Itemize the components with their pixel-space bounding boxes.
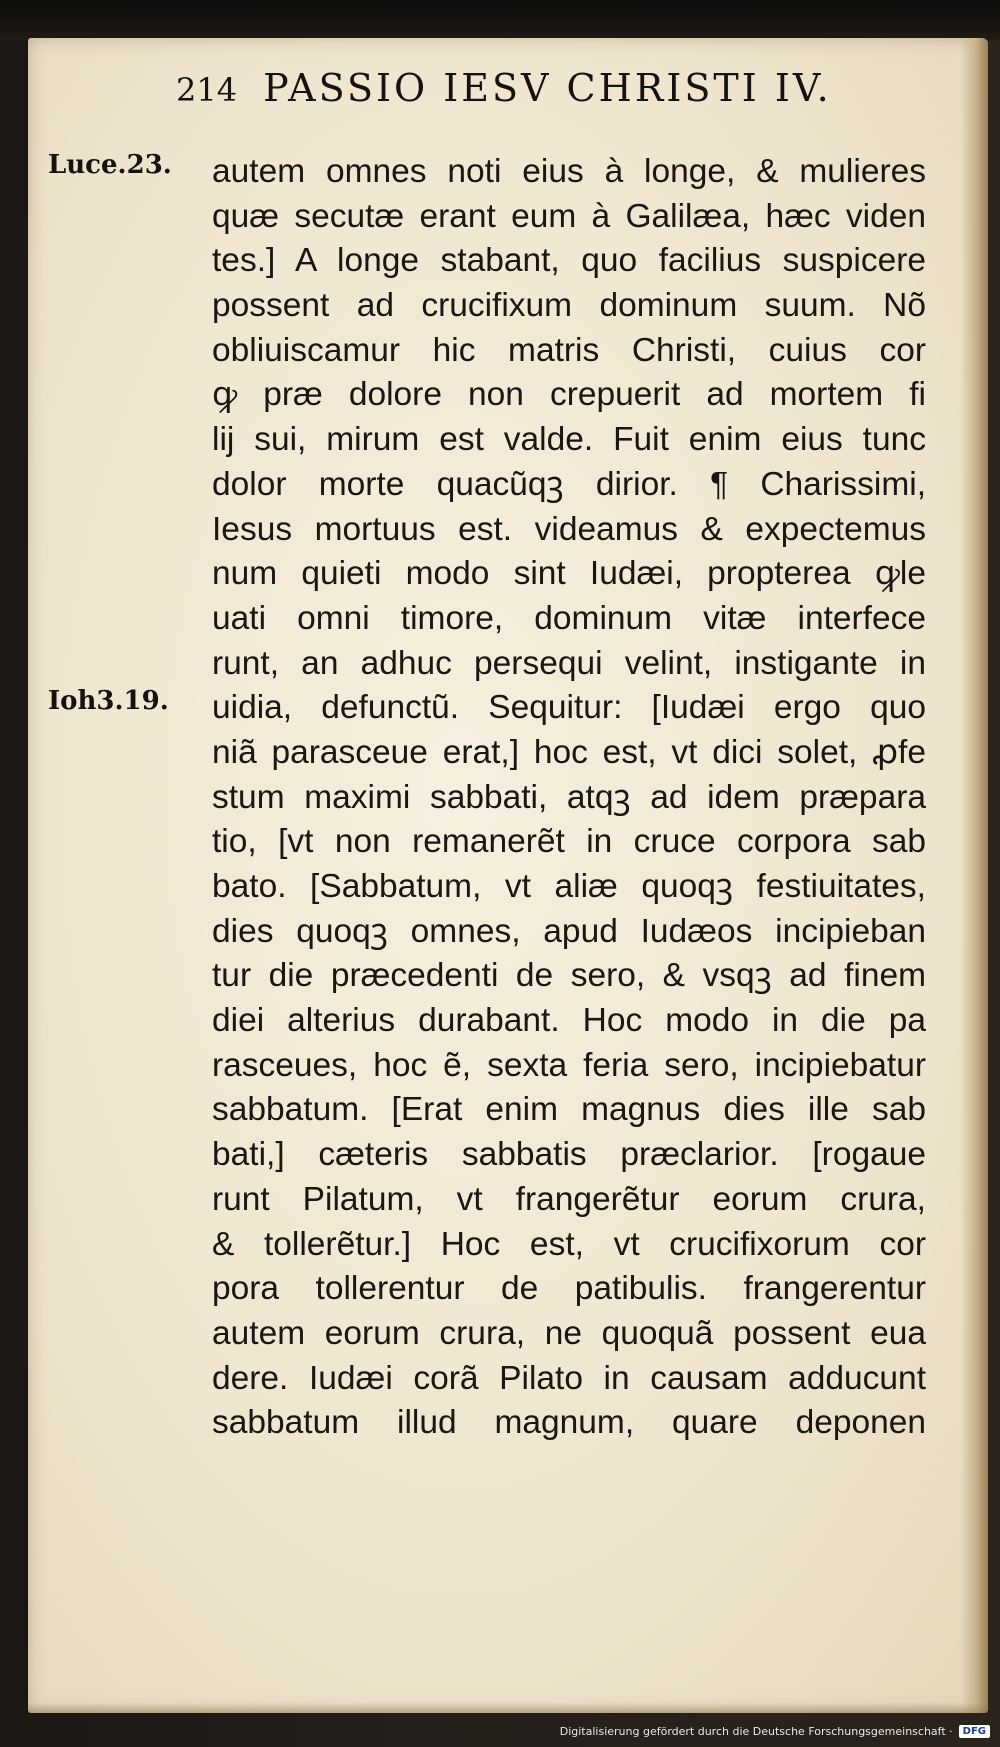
dfg-logo: DFG (959, 1725, 990, 1738)
text-line: autem eorum crura, ne quoquã possent eua (212, 1314, 926, 1352)
text-line: tio, [vt non remanerẽt in cruce corpora sab (212, 823, 926, 861)
page-bottom-edge (28, 1703, 988, 1713)
text-line: runt Pilatum, vt frangerẽtur eorum crura, (212, 1180, 926, 1218)
text-line: sabbatum. [Erat enim magnus dies ille sab (212, 1091, 926, 1129)
text-line: ꝙ præ dolore non crepuerit ad mortem fi (212, 376, 926, 414)
text-line: rasceues, hoc ẽ, sexta feria sero, incipiebatur (212, 1046, 926, 1084)
text-line: uati omni timore, dominum vitæ interfece (212, 599, 926, 637)
text-line: runt, an adhuc persequi velint, instigante in (212, 644, 926, 682)
text-line: tur die præcedenti de sero, & vsqꝫ ad finem (212, 957, 926, 995)
text-line: uidia, defunctũ. Sequitur: [Iudæi ergo quo (212, 689, 926, 727)
margin-note-john: Ioh3.19. (48, 686, 169, 716)
text-line: dere. Iudæi corã Pilato in causam adducunt (212, 1359, 926, 1397)
body-text (212, 150, 926, 1446)
text-line: stum maximi sabbati, atqꝫ ad idem præpara (212, 778, 926, 816)
running-head (176, 66, 876, 122)
margin-note-luke: Luce.23. (48, 150, 172, 180)
page-number: 214 (176, 71, 238, 109)
text-line: niã parasceue erat,] hoc est, vt dici solet, ꝓfe (212, 733, 926, 771)
text-line: obliuiscamur hic matris Christi, cuius cor (212, 331, 926, 369)
text-line: & tollerẽtur.] Hoc est, vt crucifixorum cor (212, 1225, 926, 1263)
text-line: quæ secutæ erant eum à Galilæa, hæc viden (212, 197, 926, 235)
text-line: dies quoqꝫ omnes, apud Iudæos incipieban (212, 912, 926, 950)
book-top-shadow (0, 0, 1000, 40)
text-line: pora tollerentur de patibulis. frangerentur (212, 1270, 926, 1308)
text-line: sabbatum illud magnum, quare deponen (212, 1404, 926, 1442)
text-line: autem omnes noti eius à longe, & mulieres (212, 153, 926, 190)
text-line: possent ad crucifixum dominum suum. Nõ (212, 287, 926, 325)
text-line: lij sui, mirum est valde. Fuit enim eius tunc (212, 421, 926, 459)
footer-credit: Digitalisierung gefördert durch die Deutsche Forschungsgemeinschaft · (559, 1724, 953, 1738)
text-line: tes.] A longe stabant, quo facilius suspicere (212, 242, 926, 280)
text-line: diei alterius durabant. Hoc modo in die pa (212, 1002, 926, 1040)
text-line: dolor morte quacũqꝫ dirior. ¶ Charissimi, (212, 465, 926, 503)
digitization-footer (560, 1719, 990, 1743)
text-line: Iesus mortuus est. videamus & expectemus (212, 510, 926, 548)
text-line: bato. [Sabbatum, vt aliæ quoqꝫ festiuitates, (212, 868, 926, 905)
running-title: PASSIO IESV CHRISTI IV. (263, 66, 832, 110)
text-line: bati,] cæteris sabbatis præclarior. [rogaue (212, 1136, 926, 1174)
text-line: num quieti modo sint Iudæi, propterea ꝙle (212, 555, 926, 593)
page-edge (960, 38, 988, 1713)
